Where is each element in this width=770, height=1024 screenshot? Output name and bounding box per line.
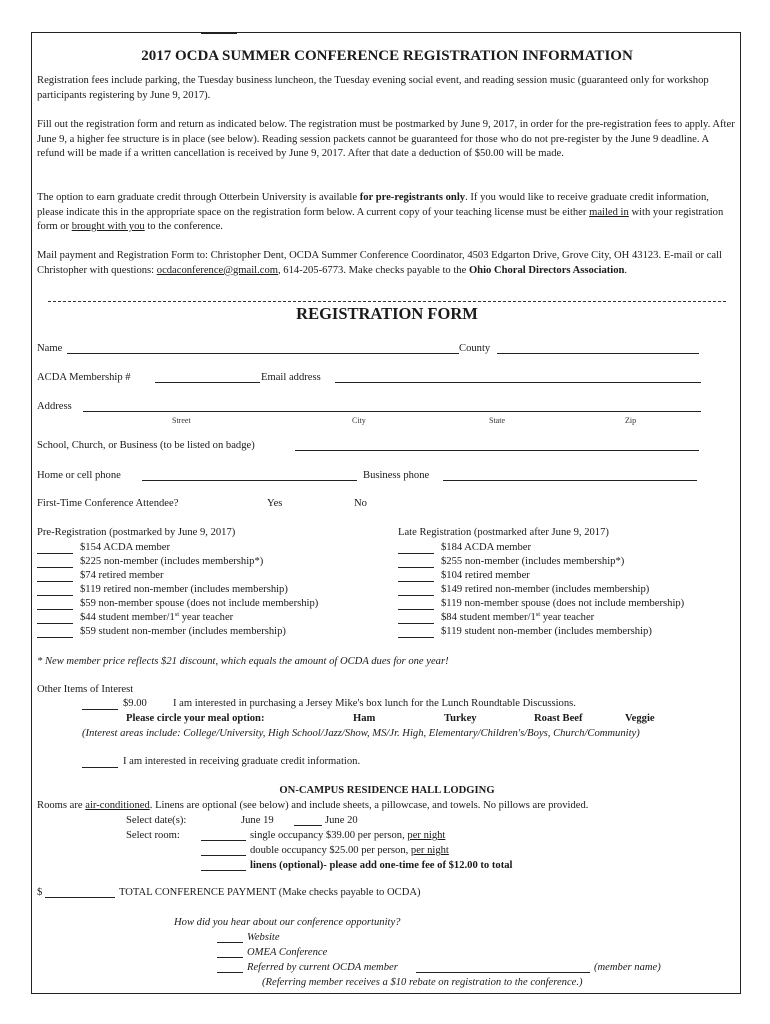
dashed-divider [48, 301, 726, 302]
email-field[interactable] [335, 382, 701, 383]
graduate-credit-text: I am interested in receiving graduate credit information. [123, 756, 361, 767]
county-field[interactable] [497, 353, 699, 354]
address-label: Address [37, 401, 72, 412]
business-phone-label: Business phone [363, 470, 430, 481]
late-reg-blank[interactable] [398, 567, 434, 568]
late-reg-blank[interactable] [398, 595, 434, 596]
late-reg-item: $119 non-member spouse (does not include membership) [441, 598, 685, 609]
pre-registrants-only-text: for pre-registrants only [359, 192, 466, 203]
survey-question: How did you hear about our conference opportunity? [174, 917, 401, 928]
state-caption: State [489, 416, 505, 425]
linens-blank[interactable] [201, 870, 246, 871]
first-time-no[interactable]: No [354, 498, 367, 509]
lodging-heading: ON-CAMPUS RESIDENCE HALL LODGING [279, 785, 495, 796]
email-link[interactable]: ocdaconference@gmail.com [156, 264, 278, 276]
school-field[interactable] [295, 450, 699, 451]
street-caption: Street [172, 416, 191, 425]
page-title: 2017 OCDA SUMMER CONFERENCE REGISTRATION INFORMATION [141, 48, 633, 64]
graduate-credit-blank[interactable] [82, 767, 118, 768]
pre-reg-item: $44 student member/1st year teacher [80, 611, 234, 623]
first-time-label: First-Time Conference Attendee? [37, 498, 179, 509]
email-label: Email address [261, 372, 321, 383]
june20-blank[interactable] [294, 825, 322, 826]
pre-reg-blank[interactable] [37, 595, 73, 596]
total-payment-field[interactable] [45, 897, 115, 898]
double-room-blank[interactable] [201, 855, 246, 856]
form-title: REGISTRATION FORM [296, 304, 478, 323]
meal-option-ham[interactable]: Ham [353, 713, 376, 724]
survey-omea-blank[interactable] [217, 957, 243, 958]
pre-reg-item: $59 non-member spouse (does not include membership) [80, 598, 319, 609]
pre-reg-blank[interactable] [37, 567, 73, 568]
june19-label: June 19 [241, 815, 274, 826]
survey-referred: Referred by current OCDA member [247, 962, 398, 973]
pre-reg-blank[interactable] [37, 623, 73, 624]
late-reg-item: $184 ACDA member [441, 542, 532, 553]
meal-option-turkey[interactable]: Turkey [444, 713, 477, 724]
late-registration-heading: Late Registration (postmarked after June 9, 2017) [398, 527, 609, 538]
intro-fees-paragraph: Registration fees include parking, the Tuesday business luncheon, the Tuesday evening social event, and reading session music (guaranteed only for workshop participants registering by June 9, 2017). [37, 75, 709, 101]
rebate-note: (Referring member receives a $10 rebate on registration to the conference.) [262, 977, 583, 988]
late-reg-item: $149 retired non-member (includes membership) [441, 584, 650, 595]
acda-membership-label: ACDA Membership # [37, 372, 131, 383]
late-reg-item: $119 student non-member (includes membership) [441, 626, 652, 637]
late-reg-blank[interactable] [398, 637, 434, 638]
home-phone-label: Home or cell phone [37, 470, 121, 481]
total-dollar-sign: $ [37, 887, 43, 898]
name-label: Name [37, 343, 63, 354]
business-phone-field[interactable] [443, 480, 697, 481]
single-room-text: single occupancy $39.00 per person, per night [250, 830, 446, 841]
select-dates-label: Select date(s): [126, 815, 187, 826]
late-reg-blank[interactable] [398, 553, 434, 554]
pre-reg-blank[interactable] [37, 609, 73, 610]
pre-reg-item: $154 ACDA member [80, 542, 171, 553]
pre-reg-blank[interactable] [37, 637, 73, 638]
late-reg-item: $84 student member/1st year teacher [441, 611, 595, 623]
survey-referred-blank[interactable] [217, 972, 243, 973]
pre-reg-item: $119 retired non-member (includes membership) [80, 584, 288, 595]
registration-page [31, 32, 741, 994]
late-reg-item: $104 retired member [441, 570, 530, 581]
total-payment-label: TOTAL CONFERENCE PAYMENT (Make checks payable to OCDA) [119, 887, 421, 898]
pre-reg-item: $59 student non-member (includes membership) [80, 626, 286, 637]
pre-registration-heading: Pre-Registration (postmarked by June 9, 2017) [37, 527, 236, 538]
name-field[interactable] [67, 353, 459, 354]
pre-reg-blank[interactable] [37, 581, 73, 582]
lunch-blank[interactable] [82, 709, 118, 710]
first-time-yes[interactable]: Yes [267, 498, 283, 509]
city-caption: City [352, 416, 366, 425]
member-name-caption: (member name) [594, 962, 661, 973]
late-reg-blank[interactable] [398, 609, 434, 610]
survey-website-blank[interactable] [217, 942, 243, 943]
home-phone-field[interactable] [142, 480, 357, 481]
other-items-heading: Other Items of Interest [37, 684, 134, 695]
late-reg-item: $255 non-member (includes membership*) [441, 556, 625, 567]
graduate-credit-paragraph: The option to earn graduate credit through Otterbein University is available for pre-registrants only. If you would like to receive graduate credit information, please indicate this in the appropriate space on the registration form below. A current copy of your teaching license must be either mailed in with your registration form or brought with you to the conference. [37, 192, 724, 233]
lunch-text: I am interested in purchasing a Jersey Mike's box lunch for the Lunch Roundtable Discussions. [173, 698, 576, 709]
deadline-paragraph: Fill out the registration form and return as indicated below. The registration must be postmarked by June 9, 2017, in order for the pre-registration fees to apply. After June 9, a higher fee structure is in place (see below). Reading session packets cannot be guaranteed for those who do not pre-register by the June 9 deadline. A refund will be made if a written cancellation is received by June 9, 2017. After that date a deduction of $50.00 will be made. [37, 119, 735, 160]
pre-reg-item: $225 non-member (includes membership*) [80, 556, 264, 567]
select-room-label: Select room: [126, 830, 180, 841]
linens-text: linens (optional)- please add one-time fee of $12.00 to total [250, 860, 513, 871]
survey-website: Website [247, 932, 280, 943]
late-reg-blank[interactable] [398, 581, 434, 582]
school-label: School, Church, or Business (to be listed on badge) [37, 440, 255, 451]
single-room-blank[interactable] [201, 840, 246, 841]
late-reg-blank[interactable] [398, 623, 434, 624]
member-name-field[interactable] [416, 972, 590, 973]
mail-payment-paragraph: Mail payment and Registration Form to: Christopher Dent, OCDA Summer Conference Coordinator, 4503 Edgarton Drive, Grove City, OH 43123. E-mail or call Christopher with questions: ocdaconference@gmail.com, 614-205-6773. Make checks payable to the Ohio Choral Directors Association. [37, 250, 723, 276]
meal-option-veggie[interactable]: Veggie [625, 713, 655, 724]
survey-omea: OMEA Conference [247, 947, 328, 958]
zip-caption: Zip [625, 416, 637, 425]
double-room-text: double occupancy $25.00 per person, per night [250, 845, 449, 856]
acda-membership-field[interactable] [155, 382, 260, 383]
new-member-note: * New member price reflects $21 discount, which equals the amount of OCDA dues for one year! [37, 656, 449, 667]
june20-label: June 20 [325, 815, 358, 826]
june19-blank[interactable] [201, 33, 237, 34]
rooms-description: Rooms are air-conditioned. Linens are optional (see below) and include sheets, a pillowcase, and towels. No pillows are provided. [37, 800, 589, 811]
pre-reg-blank[interactable] [37, 553, 73, 554]
pre-reg-item: $74 retired member [80, 570, 164, 581]
lunch-price: $9.00 [123, 698, 147, 709]
county-label: County [459, 343, 491, 354]
meal-option-label: Please circle your meal option: [126, 713, 265, 724]
address-field[interactable] [83, 411, 701, 412]
interest-areas-text: (Interest areas include: College/University, High School/Jazz/Show, MS/Jr. High, Elementary/Children's/Boys, Church/Community) [82, 728, 640, 739]
meal-option-roast-beef[interactable]: Roast Beef [534, 713, 583, 724]
